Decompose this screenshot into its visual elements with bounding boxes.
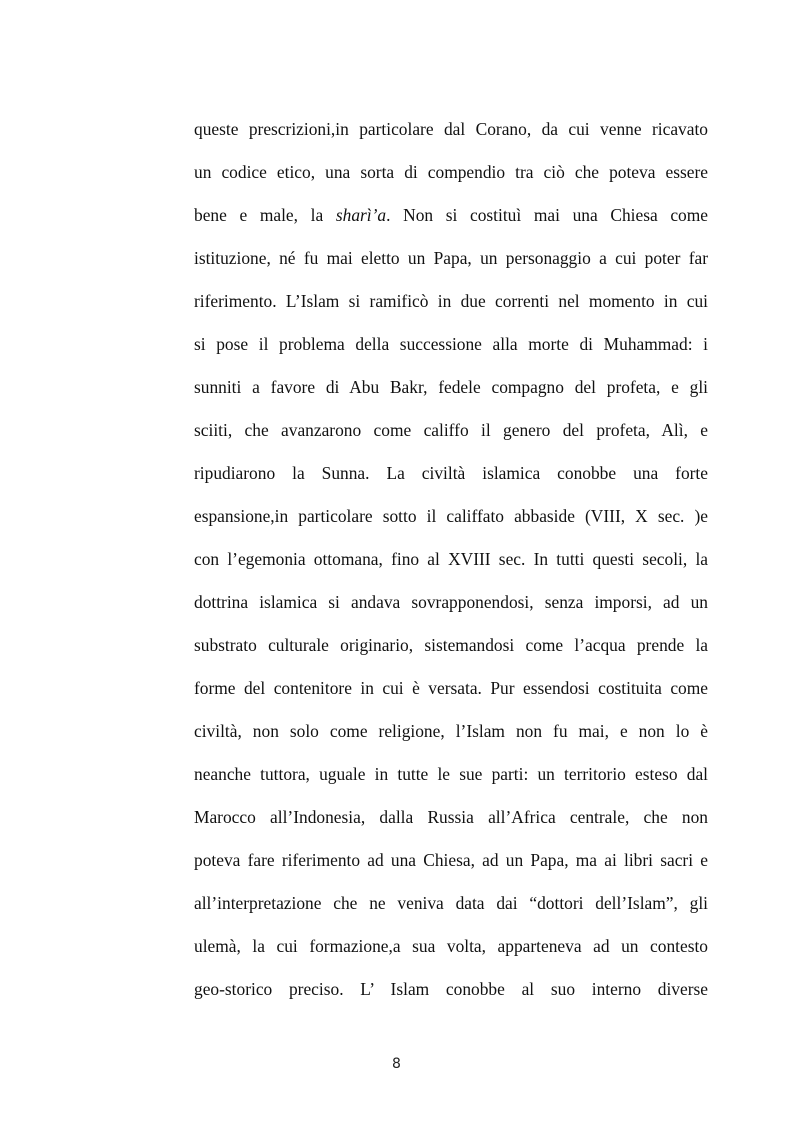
text-line: sunniti a favore di Abu Bakr, fedele compagno del profeta, e gli [194, 377, 708, 397]
text-line: ripudiarono la Sunna. La civiltà islamica conobbe una forte [194, 463, 708, 483]
text-line: geo-storico preciso. L’ Islam conobbe al suo interno diverse [194, 979, 708, 999]
text-line: ulemà, la cui formazione,a sua volta, apparteneva ad un contesto [194, 936, 708, 956]
text-line: riferimento. L’Islam si ramificò in due correnti nel momento in cui [194, 291, 708, 311]
text-line: sciiti, che avanzarono come califfo il genero del profeta, Alì, e [194, 420, 708, 440]
text-line: all’interpretazione che ne veniva data dai “dottori dell’Islam”, gli [194, 893, 708, 913]
text-line: civiltà, non solo come religione, l’Islam non fu mai, e non lo è [194, 721, 708, 741]
text-segment: . Non si costituì mai una Chiesa come [386, 205, 708, 225]
text-line: neanche tuttora, uguale in tutte le sue parti: un territorio esteso dal [194, 764, 708, 784]
text-segment: bene e male, la [194, 205, 336, 225]
text-line: substrato culturale originario, sistemandosi come l’acqua prende la [194, 635, 708, 655]
text-line: Marocco all’Indonesia, dalla Russia all’Africa centrale, che non [194, 807, 708, 827]
text-line [194, 194, 708, 237]
text-line: con l’egemonia ottomana, fino al XVIII sec. In tutti questi secoli, la [194, 549, 708, 569]
text-line: si pose il problema della successione alla morte di Muhammad: i [194, 334, 708, 354]
text-line: dottrina islamica si andava sovrapponendosi, senza imporsi, ad un [194, 592, 708, 612]
text-line: un codice etico, una sorta di compendio tra ciò che poteva essere [194, 162, 708, 182]
text-line: queste prescrizioni,in particolare dal Corano, da cui venne ricavato [194, 119, 708, 139]
italic-term: sharì’a [335, 205, 387, 225]
text-line: poteva fare riferimento ad una Chiesa, ad un Papa, ma ai libri sacri e [194, 850, 708, 870]
text-line: espansione,in particolare sotto il califfato abbaside (VIII, X sec. )e [194, 506, 708, 526]
text-line: istituzione, né fu mai eletto un Papa, un personaggio a cui poter far [194, 248, 708, 268]
page-number: 8 [392, 1056, 401, 1072]
text-line: forme del contenitore in cui è versata. Pur essendosi costituita come [194, 678, 708, 698]
